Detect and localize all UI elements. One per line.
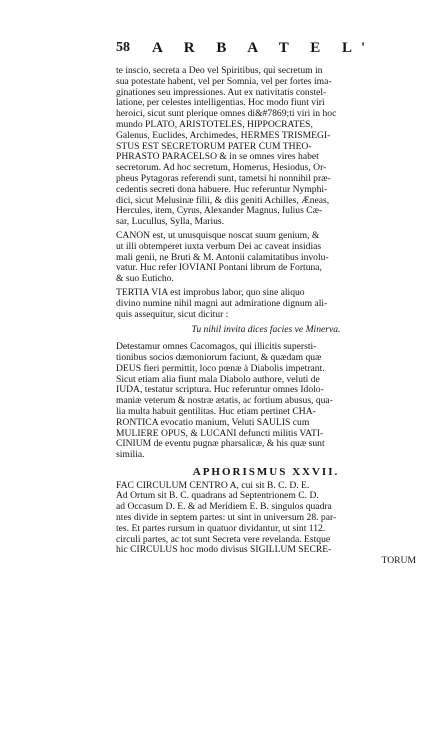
text-block: [116, 66, 416, 567]
text-line: FAC CIRCULUM CENTRO A, cui sit B. C. D. E.: [116, 480, 310, 491]
text-line: tes. Et partes rursum in quatuor dividantur, ut sint 112.: [116, 523, 326, 534]
text-line: lia multa habuit gentilitas. Huc etiam pertinet CHA-: [116, 406, 316, 417]
aphorism-heading: APHORISMUS XXVII.: [192, 465, 340, 478]
text-line: pheus Pytagoras referendi sunt, tametsi hi nonnihil præ-: [116, 173, 331, 184]
text-line: maniæ veterum & nostræ ætatis, ac fortium abusus, qua-: [116, 396, 333, 407]
text-line: circuli partes, ac tot sunt Secreta vere revelanda. Estque: [116, 534, 331, 545]
text-line: Detestamur omnes Cacomagos, qui illicitis supersti-: [116, 342, 317, 353]
text-line: ad Occasum D. E. & ad Meridiem E. B. singulos quadra: [116, 502, 332, 513]
text-line: Sicut etiam alia fiunt mala Diabolo authore, veluti de: [116, 374, 320, 385]
text-line: te inscio, secreta a Deo vel Spiritibus, qui secretum in: [116, 66, 323, 76]
text-line: Galenus, Euclides, Archimedes, HERMES TRISMEGI-: [116, 130, 331, 141]
text-line: latione, per celestes intelligentias. Hoc modo fiunt viri: [116, 98, 325, 109]
text-line: ntes divide in septem partes: ut sint in universum 28. par-: [116, 513, 337, 524]
text-line: secretorum. Ad hoc secretum, Homerus, Hesiodus, Or-: [116, 163, 327, 174]
text-line: TERTIA VIA est improbus labor, quo sine aliquo: [116, 287, 305, 298]
text-line: tionibus socios dæmoniorum faciunt, & quædam quæ: [116, 352, 322, 363]
text-line: CANON est, ut unusquisque noscat suum genium, &: [116, 230, 320, 241]
text-line: PHRASTO PARACELSO & in se omnes vires habet: [116, 152, 319, 163]
text-line: STUS EST SECRETORUM PATER CUM THEO-: [116, 141, 312, 152]
verse-quotation: Tu nihil invita dices facies ve Minerva.: [191, 324, 341, 336]
text-line: sua potestate habent, vel per Somnia, vel per fortes ima-: [116, 76, 332, 87]
paragraph-4: [116, 342, 416, 461]
page-number: 58: [116, 40, 130, 55]
text-line: MULIERE OPUS, & LUCANI defuncti militis VATI-: [116, 428, 324, 439]
text-line: heroici, sicut sunt plerique omnes di&#7869;ti viri in hoc: [116, 109, 337, 120]
text-line: quis assequitur, sicut dicitur :: [116, 309, 229, 320]
text-line: RONTICA evocatio manium, Veluti SAULIS cum: [116, 417, 310, 428]
text-line: sar, Lucullus, Sylla, Marius.: [116, 217, 225, 228]
text-line: Hercules, item, Cyrus, Alexander Magnus, Iulius Cæ-: [116, 206, 323, 217]
text-line: Ad Ortum sit B. C. quadrans ad Septentrionem C. D.: [116, 491, 319, 502]
running-title: A R B A T E L': [152, 40, 375, 56]
text-line: divino numine nihil magni aut admiratione dignum ali-: [116, 298, 328, 309]
running-header: [116, 40, 416, 60]
text-line: ut illi obtemperet iuxta verbum Dei ac caveat insidias: [116, 241, 322, 252]
text-line: cedentis secreti dona habuere. Huc referuntur Nymphi-: [116, 184, 328, 195]
paragraph-1: [116, 66, 416, 228]
text-line: mali genii, ne Bruti & M. Antonii calamitatibus involu-: [116, 252, 329, 263]
text-line: mundo PLATO, ARISTOTELES, HIPPOCRATES,: [116, 119, 313, 130]
text-line: & suo Euticho.: [116, 274, 174, 285]
catchword: TORUM: [381, 556, 416, 567]
text-line: dici, sicut Melusinæ filii, & diis geniti Achilles, Æneas,: [116, 195, 330, 206]
paragraph-5: [116, 481, 416, 567]
text-line: ginationes seu impressiones. Aut ex nativitatis constel-: [116, 87, 327, 98]
text-line: vatur. Huc refer IOVIANI Pontani librum de Fortuna,: [116, 263, 322, 274]
text-line: similia.: [116, 450, 145, 461]
paragraph-2: [116, 231, 416, 285]
text-line: DEUS fieri permittit, loco pœnæ à Diabolis impetrant.: [116, 363, 325, 374]
text-line: IUDA, testatur scriptura. Huc referuntur omnes Idolo-: [116, 385, 324, 396]
paragraph-3: [116, 288, 416, 320]
text-line: hic CIRCULUS hoc modo divisus SIGILLUM SECRE-: [116, 545, 332, 556]
text-line: CINIUM de eventu pugnæ pharsalicæ, & his quæ sunt: [116, 439, 325, 450]
